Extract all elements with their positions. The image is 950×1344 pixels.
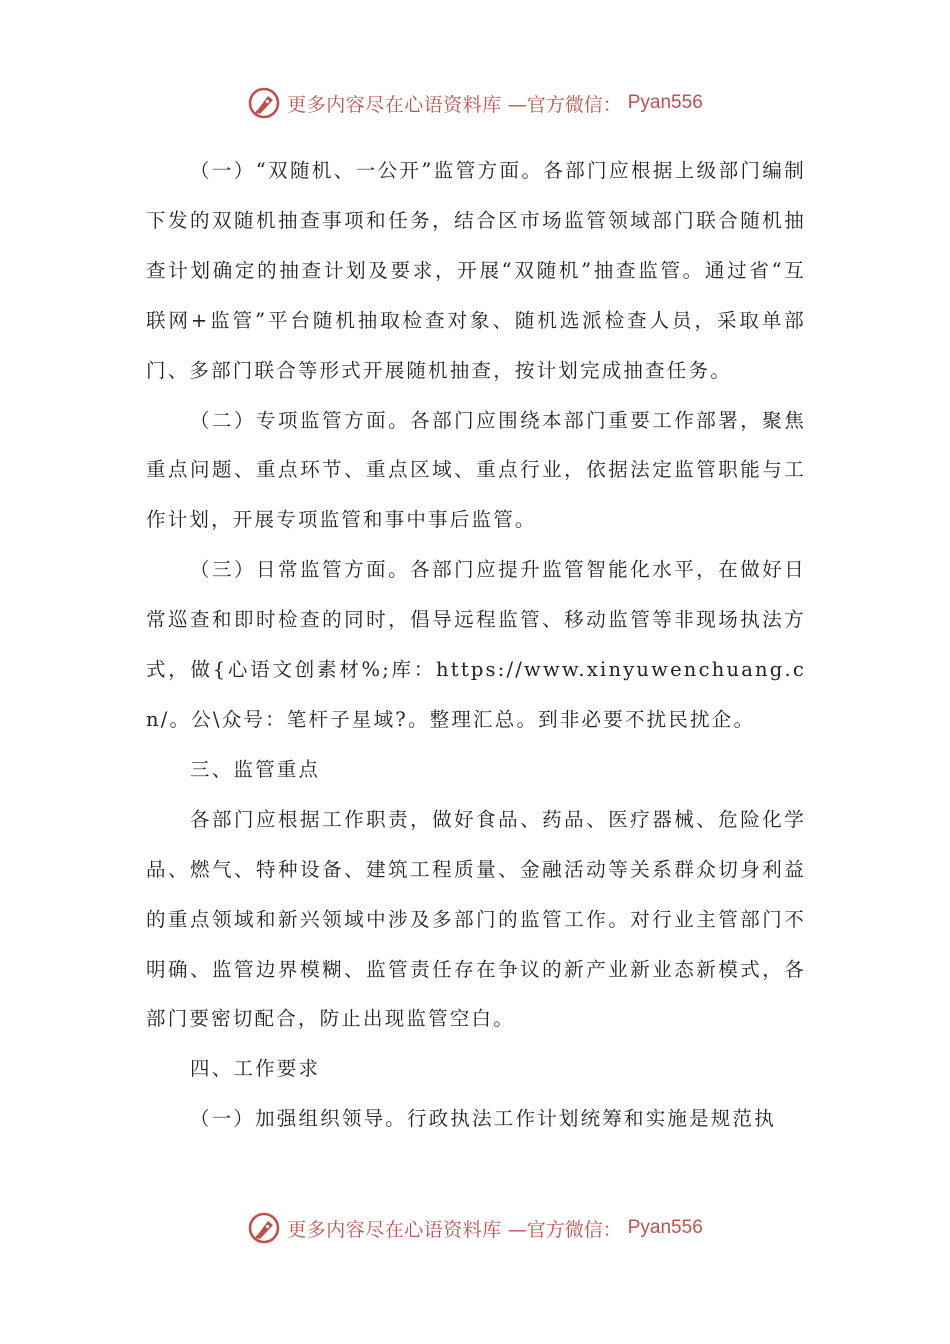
pen-nib-logo-icon [247, 1211, 281, 1245]
header-banner-separator: —官方微信： [507, 93, 622, 116]
header-banner-main-text: 更多内容尽在心语资料库 [287, 93, 502, 116]
paragraph-special-supervision: （二）专项监管方面。各部门应围绕本部门重要工作部署，聚焦重点问题、重点环节、重点区域、重点行业，依据法定监管职能与工作计划，开展专项监管和事中事后监管。 [146, 408, 806, 532]
header-banner [0, 83, 950, 123]
paragraph-key-points: 各部门应根据工作职责，做好食品、药品、医疗器械、危险化学品、燃气、特种设备、建筑工程质量、金融活动等关系群众切身利益的重点领域和新兴领域中涉及多部门的监管工作。对行业主管部门不明确、监管边界模糊、监管责任存在争议的新产业新业态新模式，各部门要密切配合，防止出现监管空白。 [146, 807, 806, 1031]
paragraph-organization-leadership: （一）加强组织领导。行政执法工作计划统筹和实施是规范执 [190, 1107, 776, 1131]
pen-nib-logo-icon [247, 86, 281, 120]
section-heading-work-requirements: 四、工作要求 [190, 1057, 321, 1081]
section-heading-key-points: 三、监管重点 [190, 757, 321, 781]
header-banner-content [247, 86, 703, 120]
footer-banner-main-text: 更多内容尽在心语资料库 [287, 1218, 502, 1241]
footer-banner-content [247, 1211, 703, 1245]
header-banner-account: Pyan556 [627, 92, 703, 113]
document-body [146, 146, 806, 1144]
footer-banner [0, 1208, 950, 1248]
paragraph-double-random: （一）“双随机、一公开”监管方面。各部门应根据上级部门编制下发的双随机抽查事项和任务，结合区市场监管领域部门联合随机抽查计划确定的抽查计划及要求，开展“双随机”抽查监管。通过省“互联网+监管”平台随机抽取检查对象、随机选派检查人员，采取单部门、多部门联合等形式开展随机抽查，按计划完成抽查任务。 [146, 159, 806, 382]
paragraph-daily-supervision: （三）日常监管方面。各部门应提升监管智能化水平，在做好日常巡查和即时检查的同时，倡导远程监管、移动监管等非现场执法方式，做{心语文创素材%;库：https://www.xinyuwenchuang.cn/。公\众号：笔杆子星域?。整理汇总。到非必要不扰民扰企。 [146, 558, 806, 731]
footer-banner-account: Pyan556 [627, 1217, 703, 1238]
footer-banner-separator: —官方微信： [507, 1218, 622, 1241]
